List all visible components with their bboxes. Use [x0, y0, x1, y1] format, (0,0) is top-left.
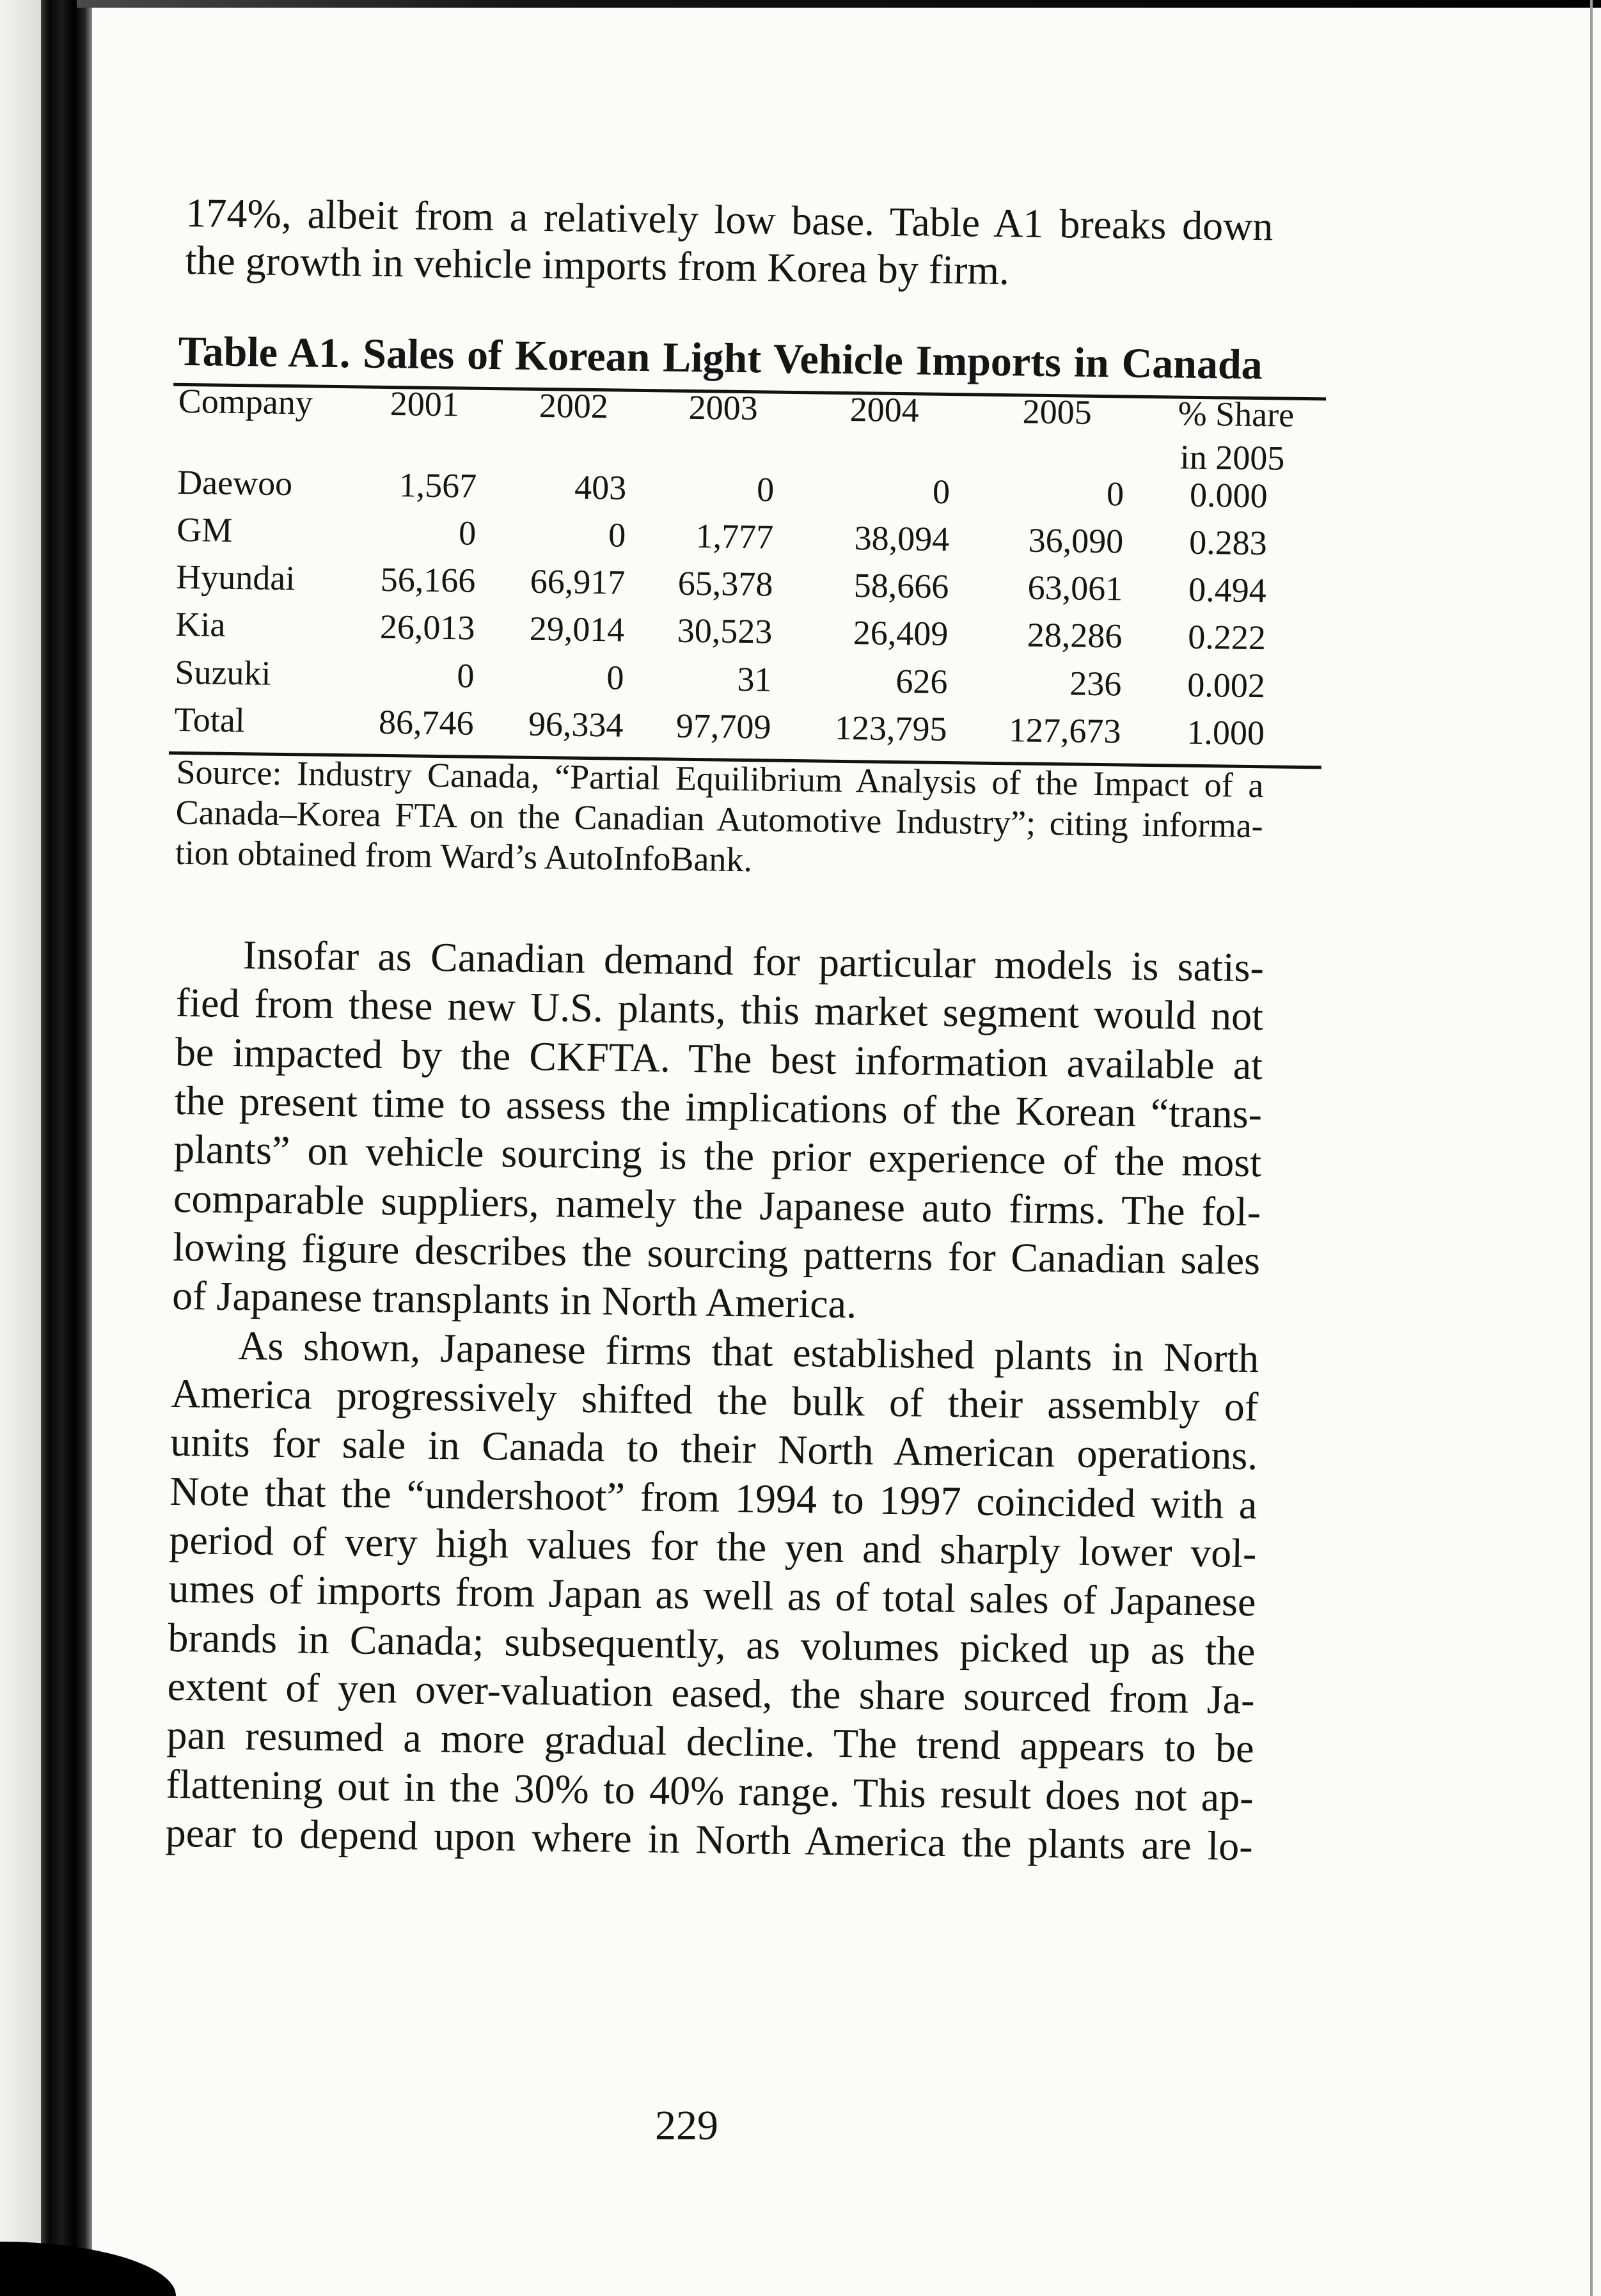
value-cell-2001: 86,746 [378, 702, 474, 743]
text-line: fied from these new U.S. plants, this market segment would not [175, 980, 1264, 1039]
value-cell-2005: 63,061 [1027, 568, 1123, 608]
intro-paragraph [185, 189, 1274, 297]
book-binding-shadow [41, 0, 92, 2296]
value-cell-2003: 97,709 [675, 706, 771, 746]
scan-right-edge [1590, 0, 1593, 2296]
value-cell-2001: 26,013 [379, 607, 475, 647]
value-cell-2002: 29,014 [529, 609, 625, 649]
value-cell-2003: 1,777 [695, 517, 774, 556]
text-line: be impacted by the CKFTA. The best information available at [175, 1028, 1263, 1088]
scan-top-edge [77, 0, 1601, 8]
value-cell-2001: 0 [457, 656, 475, 695]
header-share-sub: in 2005 [1179, 437, 1285, 478]
value-cell-2004: 123,795 [834, 708, 947, 749]
table-source-note [175, 752, 1264, 886]
value-cell-2002: 403 [574, 468, 627, 507]
header-year-2003: 2003 [688, 388, 759, 428]
company-cell: GM [176, 510, 233, 549]
table-row [176, 556, 1333, 613]
text-line: flattening out in the 30% to 40% range. This result does not ap- [166, 1761, 1254, 1820]
body-text [165, 930, 1264, 1871]
text-line: units for sale in Canada to their North American operations. [170, 1419, 1258, 1479]
value-cell-2001: 56,166 [380, 560, 476, 600]
page-curl-shadow [0, 2242, 176, 2296]
text-line: the growth in vehicle imports from Korea by firm. [185, 237, 1010, 293]
text-line: As shown, Japanese firms that established plants in North [237, 1322, 1259, 1381]
table-total-row [174, 698, 1331, 755]
table-row [175, 603, 1332, 660]
source-line: Canada–Korea FTA on the Canadian Automotive Industry”; citing informa- [175, 792, 1264, 845]
value-cell-2004: 58,666 [853, 566, 949, 606]
paragraph [172, 930, 1265, 1334]
header-company: Company [178, 381, 313, 422]
value-cell-2005: 28,286 [1027, 615, 1123, 656]
header-year-2005: 2005 [1022, 392, 1092, 432]
share-cell: 0.222 [1187, 617, 1266, 657]
text-line: pear to depend upon where in North America the plants are lo- [165, 1809, 1254, 1869]
text-line: plants” on vehicle sourcing is the prior experience of the most [173, 1126, 1262, 1186]
value-cell-2002: 66,917 [530, 562, 626, 602]
value-cell-2002: 96,334 [528, 704, 624, 744]
company-cell: Total [174, 700, 246, 740]
share-cell: 0.002 [1187, 665, 1266, 705]
source-line: Source: Industry Canada, “Partial Equilibrium Analysis of the Impact of a [176, 752, 1264, 805]
value-cell-2005: 236 [1069, 664, 1122, 704]
value-cell-2002: 0 [606, 658, 624, 697]
text-line: 174%, albeit from a relatively low base. Table A1 breaks down [185, 189, 1274, 249]
value-cell-2004: 0 [932, 472, 950, 512]
company-cell: Hyundai [176, 557, 296, 598]
company-cell: Daewoo [177, 462, 293, 503]
text-line: brands in Canada; subsequently, as volumes picked up as the [168, 1614, 1256, 1674]
share-cell: 0.000 [1189, 475, 1268, 515]
scan-margin [0, 0, 41, 2296]
text-line: Note that the “undershoot” from 1994 to 1997 coincided with a [169, 1468, 1258, 1527]
share-cell: 0.494 [1188, 570, 1267, 610]
value-cell-2003: 65,378 [677, 563, 773, 604]
text-line: period of very high values for the yen and sharply lower vol- [169, 1516, 1257, 1577]
text-line: Insofar as Canadian demand for particular models is satis- [242, 932, 1265, 991]
header-year-2002: 2002 [539, 386, 609, 426]
value-cell-2003: 31 [737, 659, 772, 699]
value-cell-2004: 38,094 [854, 519, 950, 559]
header-share: % Share [1178, 394, 1295, 434]
text-line: extent of yen over-valuation eased, the share sourced from Ja- [167, 1663, 1255, 1723]
value-cell-2005: 0 [1106, 475, 1124, 514]
value-cell-2004: 626 [895, 662, 948, 702]
text-line: America progressively shifted the bulk of their assembly of [170, 1370, 1259, 1430]
table-row [175, 651, 1332, 708]
value-cell-2004: 26,409 [853, 613, 949, 654]
paragraph [165, 1320, 1259, 1871]
table-title: Table A1. Sales of Korean Light Vehicle Imports in Canada [178, 327, 1263, 389]
page-content [165, 189, 1337, 1905]
page-number: 229 [655, 2102, 718, 2149]
value-cell-2002: 0 [608, 515, 626, 554]
header-year-2001: 2001 [390, 384, 460, 424]
value-cell-2003: 30,523 [677, 611, 773, 651]
text-line: umes of imports from Japan as well as of total sales of Japanese [168, 1566, 1256, 1625]
value-cell-2001: 0 [458, 514, 477, 553]
header-year-2004: 2004 [849, 390, 920, 430]
company-cell: Suzuki [175, 652, 271, 693]
text-line: the present time to assess the implications of the Korean “trans- [174, 1077, 1263, 1137]
value-cell-2003: 0 [756, 470, 775, 509]
value-cell-2005: 127,673 [1008, 711, 1121, 751]
text-line: comparable suppliers, namely the Japanese auto firms. The fol- [173, 1175, 1261, 1234]
source-line: tion obtained from Ward’s AutoInfoBank. [175, 833, 753, 879]
text-line: pan resumed a more gradual decline. The trend appears to be [166, 1712, 1254, 1772]
text-line: lowing figure describes the sourcing patterns for Canadian sales [172, 1223, 1261, 1284]
company-cell: Kia [175, 604, 226, 644]
share-cell: 0.283 [1188, 523, 1268, 563]
text-line: of Japanese transplants in North America. [171, 1273, 857, 1327]
share-cell: 1.000 [1187, 712, 1265, 753]
table-row [176, 508, 1334, 565]
value-cell-2001: 1,567 [398, 466, 477, 505]
value-cell-2005: 36,090 [1028, 521, 1124, 561]
